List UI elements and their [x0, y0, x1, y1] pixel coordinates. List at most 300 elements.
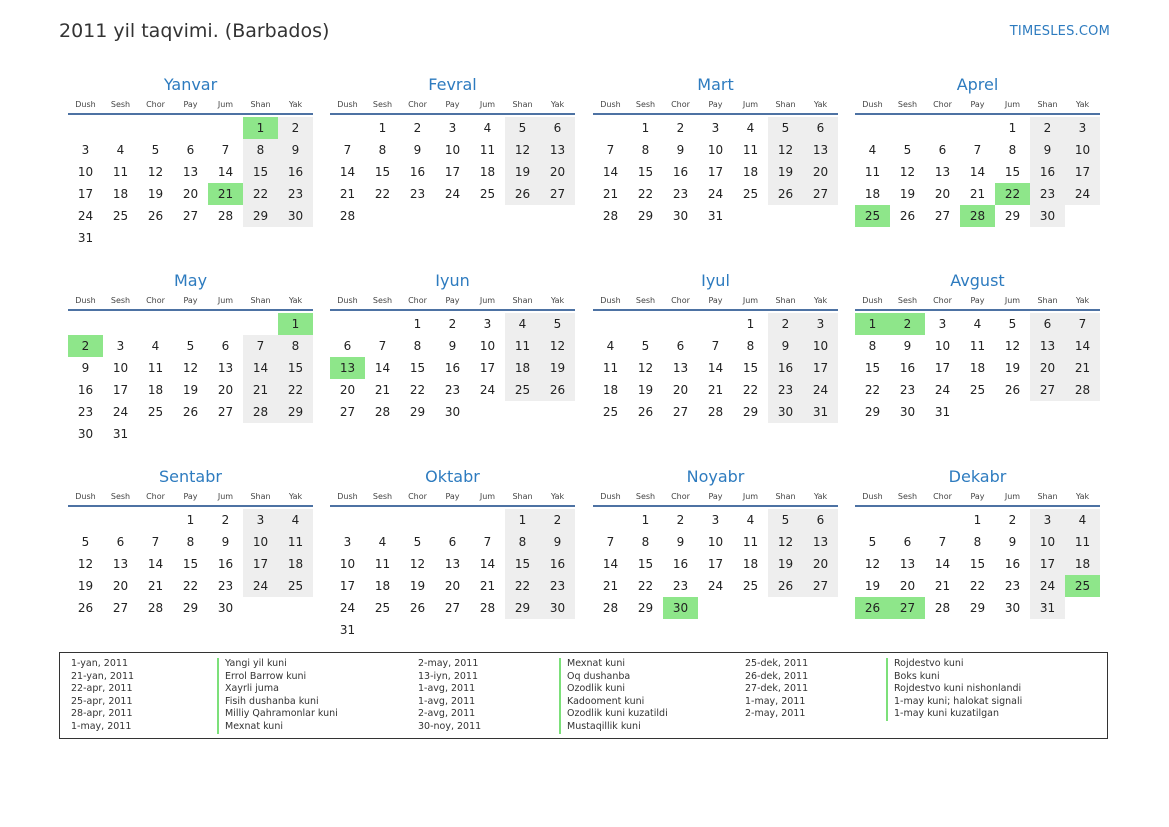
day-cell: 27 [803, 183, 838, 205]
weekday-header [68, 489, 313, 507]
empty-cell [365, 509, 400, 531]
day-cell: 30 [768, 401, 803, 423]
legend-name-column [217, 658, 338, 734]
day-cell: 30 [540, 597, 575, 619]
day-cell: 22 [637, 187, 654, 201]
weekday-label: Pay [445, 296, 460, 305]
day-cell: 13 [182, 165, 199, 179]
day-cell: 23 [278, 183, 313, 205]
day-cell: 7 [938, 535, 947, 549]
day-cell: 28 [934, 601, 951, 615]
day-cell: 29 [742, 405, 759, 419]
holiday-day-cell: 25 [855, 205, 890, 227]
empty-cell [435, 509, 470, 531]
legend-holiday-name: Xayrli juma [217, 683, 338, 696]
weekday-label: Dush [75, 100, 96, 109]
weekday-label: Yak [813, 100, 828, 109]
day-cell: 29 [637, 209, 654, 223]
day-cell: 11 [1065, 531, 1100, 553]
weekday-label: Chor [146, 296, 165, 305]
day-cell: 14 [479, 557, 496, 571]
day-cell: 23 [444, 383, 461, 397]
legend-holiday-name: Boks kuni [886, 671, 1022, 684]
day-cell: 16 [444, 361, 461, 375]
day-cell: 22 [182, 579, 199, 593]
day-cell: 24 [243, 575, 278, 597]
day-cell: 5 [868, 535, 877, 549]
weekday-label: Dush [862, 296, 883, 305]
weekday-header [855, 489, 1100, 507]
day-cell: 26 [77, 601, 94, 615]
day-cell: 7 [483, 535, 492, 549]
day-cell: 28 [1065, 379, 1100, 401]
day-cell: 1 [1008, 121, 1017, 135]
empty-cell [103, 117, 138, 139]
day-cell: 8 [378, 143, 387, 157]
weekday-label: Dush [337, 492, 358, 501]
day-cell: 14 [934, 557, 951, 571]
weekday-label: Yak [1075, 296, 1090, 305]
day-grid [330, 509, 575, 641]
day-cell: 23 [1004, 579, 1021, 593]
day-cell: 10 [77, 165, 94, 179]
day-cell: 17 [1065, 161, 1100, 183]
page-title: 2011 yil taqvimi. (Barbados) [59, 20, 330, 42]
weekday-label: Jum [479, 100, 496, 109]
day-cell: 5 [413, 535, 422, 549]
day-cell: 3 [243, 509, 278, 531]
day-cell: 29 [969, 601, 986, 615]
weekday-label: Chor [146, 492, 165, 501]
weekday-label: Dush [862, 492, 883, 501]
empty-cell [593, 117, 628, 139]
day-cell: 4 [378, 535, 387, 549]
empty-cell [103, 509, 138, 531]
day-cell: 9 [221, 535, 230, 549]
day-cell: 2 [1030, 117, 1065, 139]
weekday-label: Chor [933, 100, 952, 109]
day-cell: 16 [672, 165, 689, 179]
weekday-label: Yak [813, 296, 828, 305]
day-cell: 9 [768, 335, 803, 357]
day-cell: 7 [151, 535, 160, 549]
day-cell: 13 [1030, 335, 1065, 357]
day-cell: 19 [768, 553, 803, 575]
month-aprel [855, 74, 1100, 227]
day-cell: 13 [540, 139, 575, 161]
day-cell: 31 [803, 401, 838, 423]
weekday-label: Shan [250, 296, 271, 305]
day-cell: 7 [343, 143, 352, 157]
weekday-label: Yak [550, 100, 565, 109]
weekday-label: Sesh [635, 100, 656, 109]
day-cell: 24 [803, 379, 838, 401]
day-grid [593, 117, 838, 227]
weekday-label: Jum [742, 492, 759, 501]
legend-holiday-name: Ozodlik kuni [559, 683, 668, 696]
weekday-label: Pay [445, 100, 460, 109]
month-title: Iyun [435, 271, 470, 290]
day-cell: 5 [81, 535, 90, 549]
day-cell: 13 [112, 557, 129, 571]
weekday-label: Pay [708, 100, 723, 109]
weekday-label: Dush [862, 100, 883, 109]
legend-holiday-name: Rojdestvo kuni [886, 658, 1022, 671]
day-cell: 4 [483, 121, 492, 135]
day-cell: 24 [1065, 183, 1100, 205]
weekday-label: Shan [1037, 296, 1058, 305]
empty-cell [208, 117, 243, 139]
day-cell: 28 [602, 209, 619, 223]
empty-cell [330, 509, 365, 531]
legend-date: 28-apr, 2011 [71, 708, 133, 720]
day-cell: 8 [1008, 143, 1017, 157]
day-cell: 18 [742, 557, 759, 571]
day-cell: 26 [409, 601, 426, 615]
day-cell: 16 [409, 165, 426, 179]
day-grid [68, 313, 313, 445]
legend-date-column [71, 658, 134, 734]
day-cell: 23 [77, 405, 94, 419]
day-cell: 20 [934, 187, 951, 201]
day-cell: 25 [742, 187, 759, 201]
day-cell: 1 [973, 513, 982, 527]
day-cell: 2 [221, 513, 230, 527]
day-cell: 21 [479, 579, 496, 593]
day-cell: 22 [243, 183, 278, 205]
day-cell: 24 [339, 601, 356, 615]
day-cell: 26 [540, 379, 575, 401]
day-cell: 8 [641, 143, 650, 157]
empty-cell [925, 117, 960, 139]
weekday-label: Shan [512, 492, 533, 501]
day-cell: 13 [217, 361, 234, 375]
day-cell: 22 [637, 579, 654, 593]
month-title: Iyul [701, 271, 730, 290]
day-cell: 3 [1030, 509, 1065, 531]
day-cell: 10 [243, 531, 278, 553]
day-cell: 3 [448, 121, 457, 135]
day-cell: 9 [903, 339, 912, 353]
weekday-header [68, 293, 313, 311]
day-cell: 21 [602, 579, 619, 593]
holiday-day-cell: 1 [243, 117, 278, 139]
weekday-label: Sesh [110, 296, 131, 305]
day-cell: 25 [147, 405, 164, 419]
day-cell: 3 [711, 121, 720, 135]
day-cell: 7 [711, 339, 720, 353]
day-cell: 1 [378, 121, 387, 135]
weekday-label: Yak [288, 100, 303, 109]
day-cell: 15 [409, 361, 426, 375]
day-cell: 19 [409, 579, 426, 593]
legend-holiday-name: Milliy Qahramonlar kuni [217, 708, 338, 721]
day-cell: 22 [505, 575, 540, 597]
weekday-label: Sesh [110, 100, 131, 109]
weekday-label: Pay [708, 296, 723, 305]
day-cell: 9 [676, 535, 685, 549]
holiday-day-cell: 28 [960, 205, 995, 227]
day-cell: 15 [742, 361, 759, 375]
day-cell: 19 [768, 161, 803, 183]
weekday-label: Chor [408, 100, 427, 109]
weekday-label: Yak [550, 296, 565, 305]
day-cell: 27 [803, 575, 838, 597]
weekday-label: Jum [1004, 492, 1021, 501]
day-cell: 17 [77, 187, 94, 201]
day-cell: 12 [899, 165, 916, 179]
empty-cell [400, 509, 435, 531]
weekday-label: Jum [479, 492, 496, 501]
day-cell: 27 [339, 405, 356, 419]
day-cell: 9 [1030, 139, 1065, 161]
day-cell: 25 [112, 209, 129, 223]
legend-holiday-name: Ozodlik kuni kuzatildi [559, 708, 668, 721]
day-cell: 16 [1030, 161, 1065, 183]
day-cell: 18 [147, 383, 164, 397]
weekday-label: Chor [933, 492, 952, 501]
day-cell: 10 [707, 143, 724, 157]
day-cell: 27 [672, 405, 689, 419]
day-cell: 21 [969, 187, 986, 201]
weekday-label: Sesh [635, 296, 656, 305]
legend-date: 30-noy, 2011 [418, 720, 482, 732]
day-cell: 20 [540, 161, 575, 183]
day-cell: 3 [343, 535, 352, 549]
day-cell: 24 [934, 383, 951, 397]
day-cell: 21 [243, 379, 278, 401]
month-title: Dekabr [948, 467, 1007, 486]
weekday-label: Yak [813, 492, 828, 501]
day-cell: 23 [217, 579, 234, 593]
weekday-label: Yak [288, 296, 303, 305]
empty-cell [855, 117, 890, 139]
day-cell: 28 [479, 601, 496, 615]
day-cell: 6 [540, 117, 575, 139]
day-cell: 20 [217, 383, 234, 397]
day-cell: 17 [243, 553, 278, 575]
day-cell: 7 [973, 143, 982, 157]
day-cell: 30 [77, 427, 94, 441]
day-cell: 19 [505, 161, 540, 183]
weekday-label: Chor [408, 296, 427, 305]
day-cell: 1 [641, 513, 650, 527]
legend-holiday-name: Yangi yil kuni [217, 658, 338, 671]
legend-date-column [418, 658, 481, 734]
weekday-label: Sesh [110, 492, 131, 501]
day-grid [593, 509, 838, 619]
empty-cell [470, 509, 505, 531]
legend-date: 1-yan, 2011 [71, 658, 128, 669]
day-cell: 12 [505, 139, 540, 161]
day-cell: 30 [672, 209, 689, 223]
empty-cell [890, 117, 925, 139]
weekday-label: Pay [183, 492, 198, 501]
day-cell: 20 [1030, 357, 1065, 379]
day-cell: 8 [505, 531, 540, 553]
day-cell: 26 [147, 209, 164, 223]
empty-cell [138, 117, 173, 139]
holiday-legend [59, 652, 1108, 739]
day-cell: 28 [147, 601, 164, 615]
weekday-label: Yak [1075, 492, 1090, 501]
day-cell: 4 [151, 339, 160, 353]
day-cell: 24 [444, 187, 461, 201]
day-cell: 11 [969, 339, 986, 353]
day-cell: 13 [672, 361, 689, 375]
brand-link[interactable]: TIMESLES.COM [1009, 24, 1110, 39]
weekday-label: Jum [479, 296, 496, 305]
day-cell: 8 [746, 339, 755, 353]
weekday-label: Dush [600, 492, 621, 501]
month-fevral [330, 74, 575, 227]
day-cell: 13 [803, 139, 838, 161]
day-cell: 6 [116, 535, 125, 549]
month-title: Noyabr [686, 467, 745, 486]
holiday-day-cell: 2 [890, 313, 925, 335]
holiday-day-cell: 25 [1065, 575, 1100, 597]
day-cell: 14 [374, 361, 391, 375]
empty-cell [138, 313, 173, 335]
day-cell: 31 [112, 427, 129, 441]
day-cell: 3 [803, 313, 838, 335]
day-cell: 28 [217, 209, 234, 223]
day-grid [593, 313, 838, 423]
day-cell: 28 [339, 209, 356, 223]
empty-cell [173, 313, 208, 335]
day-cell: 9 [81, 361, 90, 375]
day-cell: 2 [540, 509, 575, 531]
day-cell: 14 [217, 165, 234, 179]
day-cell: 31 [707, 209, 724, 223]
day-cell: 29 [864, 405, 881, 419]
day-cell: 25 [969, 383, 986, 397]
day-cell: 11 [602, 361, 619, 375]
day-cell: 25 [602, 405, 619, 419]
day-cell: 17 [444, 165, 461, 179]
day-cell: 8 [186, 535, 195, 549]
day-cell: 11 [374, 557, 391, 571]
weekday-label: Jum [217, 492, 234, 501]
day-cell: 8 [243, 139, 278, 161]
day-cell: 7 [243, 335, 278, 357]
holiday-day-cell: 21 [208, 183, 243, 205]
day-cell: 2 [448, 317, 457, 331]
day-cell: 10 [707, 535, 724, 549]
day-cell: 19 [77, 579, 94, 593]
day-cell: 11 [505, 335, 540, 357]
month-title: Oktabr [425, 467, 480, 486]
day-cell: 1 [641, 121, 650, 135]
day-cell: 16 [768, 357, 803, 379]
day-cell: 18 [1065, 553, 1100, 575]
day-cell: 25 [742, 579, 759, 593]
day-cell: 15 [637, 557, 654, 571]
day-cell: 12 [768, 139, 803, 161]
weekday-label: Sesh [372, 100, 393, 109]
day-cell: 3 [938, 317, 947, 331]
weekday-label: Chor [671, 492, 690, 501]
day-cell: 14 [339, 165, 356, 179]
weekday-label: Shan [1037, 100, 1058, 109]
day-cell: 12 [768, 531, 803, 553]
weekday-label: Sesh [635, 492, 656, 501]
weekday-label: Jum [217, 100, 234, 109]
month-noyabr [593, 466, 838, 619]
legend-date: 22-apr, 2011 [71, 683, 133, 695]
weekday-header [593, 97, 838, 115]
legend-date: 2-may, 2011 [745, 708, 806, 720]
weekday-label: Chor [671, 100, 690, 109]
weekday-label: Jum [742, 100, 759, 109]
day-cell: 21 [339, 187, 356, 201]
day-grid [855, 509, 1100, 619]
day-cell: 15 [1004, 165, 1021, 179]
day-cell: 4 [1065, 509, 1100, 531]
day-cell: 2 [413, 121, 422, 135]
legend-holiday-name: Fisih dushanba kuni [217, 696, 338, 709]
day-cell: 24 [707, 579, 724, 593]
empty-cell [243, 313, 278, 335]
day-cell: 4 [278, 509, 313, 531]
day-cell: 15 [637, 165, 654, 179]
day-grid [68, 509, 313, 619]
day-cell: 6 [186, 143, 195, 157]
day-cell: 26 [768, 183, 803, 205]
day-cell: 27 [182, 209, 199, 223]
day-cell: 2 [676, 513, 685, 527]
day-cell: 15 [182, 557, 199, 571]
day-cell: 14 [243, 357, 278, 379]
day-cell: 17 [707, 165, 724, 179]
legend-name-column [559, 658, 668, 734]
legend-holiday-name: Oq dushanba [559, 671, 668, 684]
day-cell: 5 [151, 143, 160, 157]
day-cell: 29 [182, 601, 199, 615]
legend-holiday-name: 1-may kuni; halokat signali [886, 696, 1022, 709]
day-cell: 16 [278, 161, 313, 183]
day-cell: 6 [803, 117, 838, 139]
weekday-label: Jum [217, 296, 234, 305]
day-cell: 7 [606, 535, 615, 549]
day-cell: 18 [278, 553, 313, 575]
day-cell: 30 [217, 601, 234, 615]
month-dekabr [855, 466, 1100, 619]
day-cell: 8 [868, 339, 877, 353]
weekday-label: Jum [1004, 100, 1021, 109]
day-cell: 19 [182, 383, 199, 397]
weekday-label: Pay [183, 296, 198, 305]
day-cell: 12 [409, 557, 426, 571]
day-cell: 26 [899, 209, 916, 223]
weekday-label: Chor [671, 296, 690, 305]
day-cell: 3 [116, 339, 125, 353]
month-title: Yanvar [163, 75, 218, 94]
weekday-label: Dush [337, 296, 358, 305]
weekday-label: Dush [600, 100, 621, 109]
day-cell: 4 [116, 143, 125, 157]
day-cell: 10 [803, 335, 838, 357]
day-cell: 18 [969, 361, 986, 375]
legend-date: 1-avg, 2011 [418, 695, 476, 707]
weekday-header [330, 489, 575, 507]
day-cell: 5 [641, 339, 650, 353]
empty-cell [330, 117, 365, 139]
day-cell: 23 [409, 187, 426, 201]
day-cell: 5 [768, 117, 803, 139]
legend-holiday-name: Mexnat kuni [559, 658, 668, 671]
empty-cell [138, 509, 173, 531]
